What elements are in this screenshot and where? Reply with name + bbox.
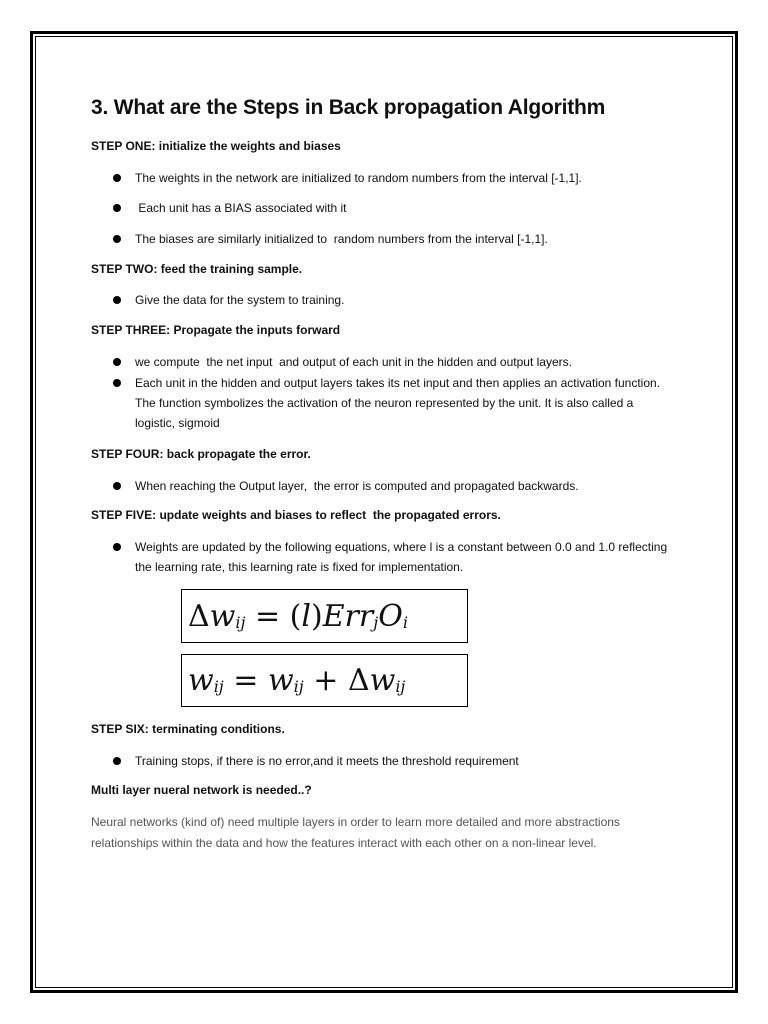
equation-delta-weight: [181, 589, 468, 643]
list-item-text: Each unit has a BIAS associated with it: [135, 201, 347, 215]
equation-text: Err: [322, 598, 374, 634]
list-item-text: Training stops, if there is no error,and it meets the threshold requirement: [135, 754, 519, 768]
step-one-heading: STEP ONE: initialize the weights and biases: [91, 139, 341, 153]
list-item-text: When reaching the Output layer, the error is computed and propagated backwards.: [135, 479, 579, 493]
bullet-icon: [113, 358, 121, 366]
equation-text: ): [310, 598, 323, 634]
equation-subscript: ij: [293, 677, 304, 696]
step-six-heading: STEP SIX: terminating conditions.: [91, 722, 285, 736]
bullet-icon: [113, 204, 121, 212]
equation-subscript: ij: [235, 612, 246, 632]
step-two-heading: STEP TWO: feed the training sample.: [91, 262, 303, 276]
equation-text: =: [223, 663, 268, 698]
step-three-heading: STEP THREE: Propagate the inputs forward: [91, 323, 341, 337]
list-item-text: The biases are similarly initialized to random numbers from the interval [-1,1].: [135, 232, 548, 246]
step-four-heading: STEP FOUR: back propagate the error.: [91, 447, 311, 461]
bullet-icon: [113, 296, 121, 304]
equation-text: Δ: [188, 598, 210, 634]
equation-subscript: ij: [213, 677, 224, 696]
step-five-heading: STEP FIVE: update weights and biases to reflect the propagated errors.: [91, 508, 501, 522]
bullet-icon: [113, 235, 121, 243]
list-item-text: Each unit in the hidden and output layers takes its net input and then applies an activation function. The function symbolizes the activation of the neuron represented by the unit. It is also called a logistic, sigmoid: [135, 376, 661, 430]
subheading: Multi layer nueral network is needed..?: [91, 783, 312, 797]
list-item-text: The weights in the network are initialized to random numbers from the interval [-1,1].: [135, 171, 582, 185]
equation-subscript: j: [373, 612, 379, 632]
list-item-text: Give the data for the system to training.: [135, 293, 345, 307]
equation-text: l: [301, 598, 311, 634]
list-item-text: we compute the net input and output of each unit in the hidden and output layers.: [135, 355, 572, 369]
bullet-icon: [113, 174, 121, 182]
equation-weight-update: [181, 654, 468, 707]
bullet-icon: [113, 543, 121, 551]
equation-text: w: [188, 663, 214, 698]
list-item-text: Weights are updated by the following equations, where l is a constant between 0.0 and 1.0 reflecting the learning rate, this learning rate is fixed for implementation.: [135, 540, 668, 574]
bullet-icon: [113, 379, 121, 387]
page-title: 3. What are the Steps in Back propagation Algorithm: [91, 96, 606, 119]
bullet-icon: [113, 757, 121, 765]
equation-text: w: [267, 663, 294, 698]
equation-text: = (: [245, 598, 302, 634]
bullet-icon: [113, 482, 121, 490]
equation-text: w: [209, 598, 236, 634]
equation-text: w: [369, 663, 396, 698]
equation-text: + Δ: [303, 663, 370, 698]
body-paragraph: Neural networks (kind of) need multiple layers in order to learn more detailed and more abstractions relationships within the data and how the features interact with each other on a non-linear level.: [91, 815, 620, 850]
equation-subscript: ij: [395, 677, 406, 696]
equation-text: O: [378, 598, 403, 634]
equation-subscript: i: [402, 612, 408, 632]
